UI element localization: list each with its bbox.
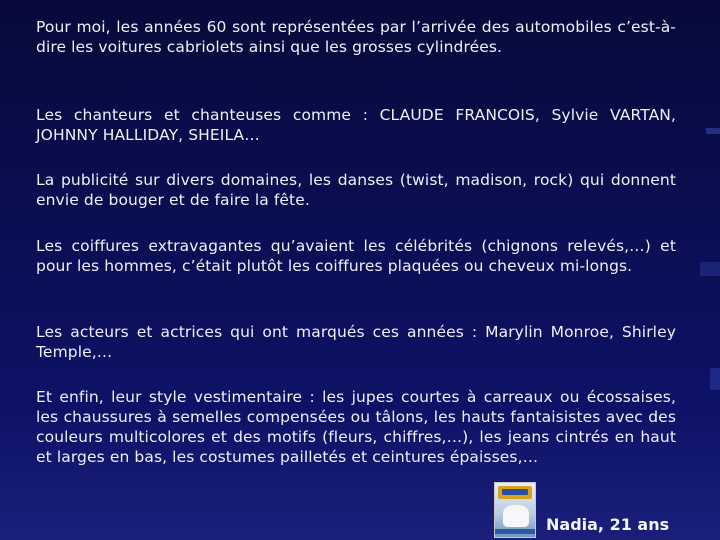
magazine-stripe [495,529,536,534]
decorative-edge-mark [706,128,720,134]
paragraph-clothing-style: Et enfin, leur style vestimentaire : les jupes courtes à carreaux ou écossaises, les chaussures à semelles compensées ou tâlons, les hauts fantaisistes avec des couleurs multicolores et des motifs (fleurs, chiffres,…), les jeans cintrés en haut et larges en bas, les costumes pailletés et ceintures épaisses,… [36,388,676,466]
decorative-edge-mark [710,368,720,390]
paragraph-hairstyles: Les coiffures extravagantes qu’avaient les célébrités (chignons relevés,…) et pour les hommes, c’était plutôt les coiffures plaquées ou cheveux mi-longs. [36,237,676,275]
paragraph-advertising-dances: La publicité sur divers domaines, les danses (twist, madison, rock) qui donnent envie de bouger et de faire la fête. [36,171,676,209]
author-signature: Nadia, 21 ans [546,515,670,534]
decorative-edge-mark [700,262,720,276]
paragraph-actors: Les acteurs et actrices qui ont marqués ces années : Marylin Monroe, Shirley Temple,… [36,323,676,361]
paragraph-singers: Les chanteurs et chanteuses comme : CLAUDE FRANCOIS, Sylvie VARTAN, JOHNNY HALLIDAY, SHEILA… [36,106,676,144]
signature-block [490,482,690,538]
paragraph-cars: Pour moi, les années 60 sont représentées par l’arrivée des automobiles c’est-à-dire les voitures cabriolets ainsi que les grosses cylindrées. [36,18,676,56]
magazine-masthead [498,486,532,499]
magazine-cover-icon [494,482,536,538]
magazine-figure [503,505,529,527]
